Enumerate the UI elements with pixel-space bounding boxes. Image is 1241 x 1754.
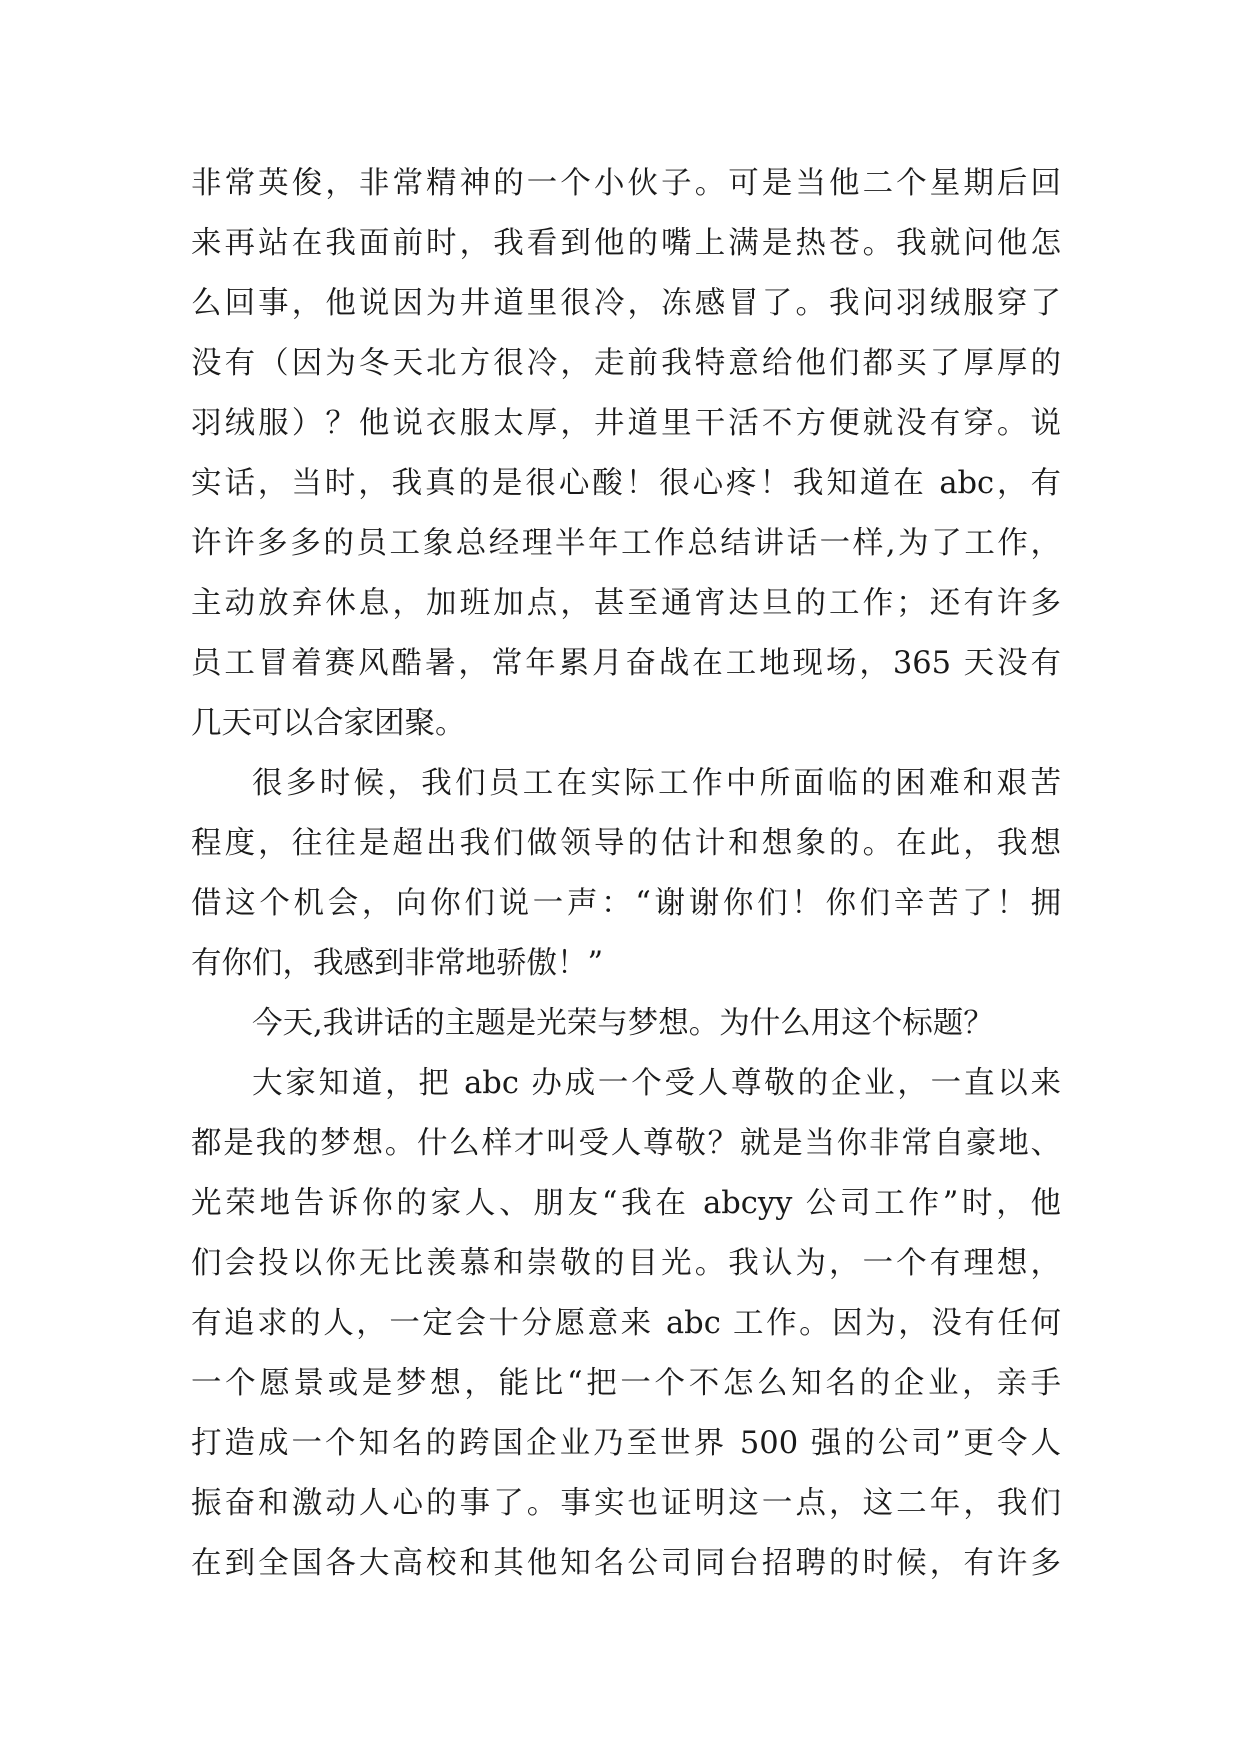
text-line: 实话，当时，我真的是很心酸！很心疼！我知道在 abc，有 [191,466,1061,501]
text-line: 们会投以你无比羡慕和崇敬的目光。我认为，一个有理想， [191,1246,1061,1281]
text-line: 来再站在我面前时，我看到他的嘴上满是热苍。我就问他怎 [191,226,1061,261]
text-line: 光荣地告诉你的家人、朋友“我在 abcyy 公司工作”时，他 [191,1186,1061,1221]
text-line: 非常英俊，非常精神的一个小伙子。可是当他二个星期后回 [191,166,1061,201]
text-line: 羽绒服）？他说衣服太厚，井道里干活不方便就没有穿。说 [191,406,1061,441]
text-line: 都是我的梦想。什么样才叫受人尊敬？就是当你非常自豪地、 [191,1126,1061,1161]
text-line: 有你们，我感到非常地骄傲！” [191,946,604,981]
text-line: 借这个机会，向你们说一声：“谢谢你们！你们辛苦了！拥 [191,886,1061,921]
text-line: 一个愿景或是梦想，能比“把一个不怎么知名的企业，亲手 [191,1366,1061,1401]
text-line: 么回事，他说因为井道里很冷，冻感冒了。我问羽绒服穿了 [191,286,1061,321]
text-line: 许许多多的员工象总经理半年工作总结讲话一样,为了工作， [191,526,1061,561]
text-line: 程度，往往是超出我们做领导的估计和想象的。在此，我想 [191,826,1061,861]
text-line: 没有（因为冬天北方很冷，走前我特意给他们都买了厚厚的 [191,346,1061,381]
body-text [191,154,1061,1594]
text-line: 几天可以合家团聚。 [191,706,466,741]
text-line: 大家知道，把 abc 办成一个受人尊敬的企业，一直以来 [252,1066,1061,1101]
text-line: 有追求的人，一定会十分愿意来 abc 工作。因为，没有任何 [191,1306,1061,1341]
text-line: 很多时候，我们员工在实际工作中所面临的困难和艰苦 [252,766,1061,801]
text-line: 在到全国各大高校和其他知名公司同台招聘的时候，有许多 [191,1546,1061,1581]
text-line: 员工冒着赛风酷暑，常年累月奋战在工地现场，365 天没有 [191,646,1061,681]
text-line: 主动放弃休息，加班加点，甚至通宵达旦的工作；还有许多 [191,586,1061,621]
text-line: 今天,我讲话的主题是光荣与梦想。为什么用这个标题？ [252,1006,994,1041]
text-line: 振奋和激动人心的事了。事实也证明这一点，这二年，我们 [191,1486,1061,1521]
text-line: 打造成一个知名的跨国企业乃至世界 500 强的公司”更令人 [191,1426,1061,1461]
